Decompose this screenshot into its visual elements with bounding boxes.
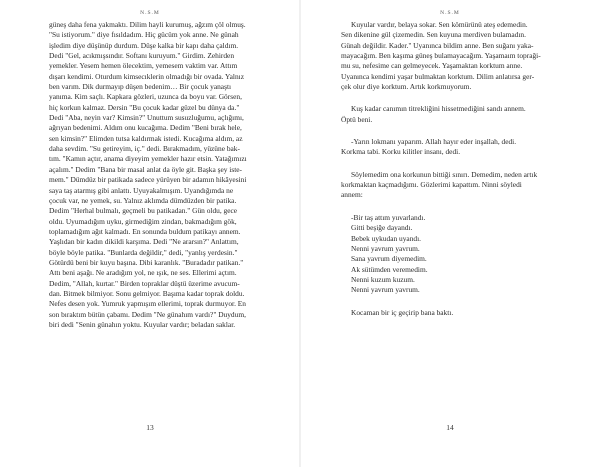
text-line: Nefes desen yok. Yumruk yapmışım ellerimi, toprak durmuyor. En — [49, 299, 246, 309]
text-line: korkmaktan kaçmadığımı. Gözlerimi kapattım. Ninni söyledi — [341, 180, 522, 190]
text-line: dan. Bitmek bilmiyor. Sonu gelmiyor. Başıma kadar toprak doldu. — [49, 288, 245, 298]
text-line: çocuk var, ne yemek, su. Yalnız aklımda dümdüzden bir patika. — [49, 195, 237, 205]
text-line: Uyanınca kendimi yaşar bulmaktan korktum. Dilim anlatırsa ger- — [341, 71, 535, 81]
page-number: 13 — [146, 423, 154, 432]
text-line: ağrıyan bedenimi. Aldım onu kucağıma. Dedim "Beni bırak hele, — [49, 123, 242, 133]
text-line: hiç korkun kalmaz. Dersin "Bu çocuk kadar güzel bu dünya da." — [49, 102, 240, 112]
text-line: Dedi "Aba, neyin var? Kimsin?" Unuttum susuzluğumu, açlığımı, — [49, 113, 244, 123]
poem-line: Nenni yavrum yavrum. — [351, 285, 420, 295]
text-line: Dedim "Herhal bulmalı, geçmeli bu patikadan." Gün oldu, gece — [49, 206, 238, 216]
text-line: mem." Dümdüz bir patikada sadece yürüyen bir adamın hikâyesini — [49, 175, 247, 185]
text-line: ben varım. Dik durmayıp düşen bedenim… Bir çocuk yanaştı — [49, 82, 232, 92]
text-line: Dedim, "Allah, kurtar." Birden topraklar düştü üzerime avucum- — [49, 278, 240, 288]
text-line: tım. "Kamın açtır, anama diyeyim yemekler hazır etsin. Yatağımızı — [49, 154, 247, 164]
text-line: dışarı kendimi. Oturdum kimsecıklerin olmadığı bir ovada. Yalnız — [49, 71, 244, 81]
poem-line: Nenni yavrum yavrum. — [351, 243, 420, 253]
text-line: son bıraktım bütün çabamı. Dedim "Ne günahım vardı?" Duydum, — [49, 309, 246, 319]
text-line: Götürdü beni bir kuyu başına. Dibi karanlık. "Buradadır patikan." — [49, 257, 244, 267]
left-body-text — [49, 20, 250, 330]
text-line: sen kimsin?" Elimden tutsa kaldırmak istedi. Kucağıma aldım, az — [49, 133, 243, 143]
text-line: işledim diye düşünüp durdum. Düşe kalka bir kapı daha çaldım. — [49, 40, 239, 50]
text-line: Söylemedim ona korkunun bittiği sınırı. Demedim, neden artık — [351, 169, 538, 179]
right-body-text — [341, 20, 555, 318]
poem-line: -Bir taş attım yuvarlandı. — [351, 212, 426, 222]
text-line: Sen dikenine gül çizemedin. Sen kuyuna merdiven bulamadın. — [341, 30, 526, 40]
paragraph — [341, 20, 555, 92]
text-line: Kuyular vardır, belaya sokar. Sen kömürünü ateş edemedin. — [351, 20, 528, 29]
text-line: Korkma tabi. Korku kilitler insanı, dedi. — [341, 147, 461, 157]
text-line: "Su istiyorum." diye fısıldadım. Hiç gücüm yok anne. Ne günah — [49, 30, 239, 40]
text-line: mayacağım. Ben kaşıma güneş bulamayacağım. Yaşamaım topraği- — [341, 51, 541, 61]
paragraph — [341, 104, 555, 125]
text-line: açalım." Dedim "Bana bir masal anlat da öyle git. Başka şey iste- — [49, 164, 243, 174]
right-page — [300, 0, 600, 467]
text-line: daha sevdim. "Su getireyim, iç." dedi. Bırakmadım, yüzüne bak- — [49, 144, 240, 154]
text-line: Yaşlıdan bir kadın dikildi karşıma. Dedi "Ne ararsın?" Anlattım, — [49, 237, 239, 247]
closing-line: Kocaman bir iç geçirip bana baktı. — [351, 307, 454, 317]
text-line: Öptü beni. — [341, 114, 373, 124]
poem-line: Nenni kuzum kuzum. — [351, 274, 415, 284]
poem-line: Sana yavrum diyemedim. — [351, 254, 427, 264]
running-header: N.S.M — [140, 10, 160, 16]
paragraph — [341, 170, 555, 201]
text-line: güneş daha fena yakmaktı. Dilim hayli kurumuş, ağzım çöl olmuş. — [49, 20, 246, 29]
text-line: böyle böyle patika. "Bunlarda değildir," dedi, "yanlış yerdesin." — [49, 247, 238, 257]
text-line: saya taş atarmış gibi anlattı. Uyuyakalmışım. Uyandığımda ne — [49, 185, 234, 195]
text-line: Kuş kadar canımın titrekliğini hissetmediğini sandı annem. — [351, 104, 526, 114]
text-line: Attı beni aşağı. Ne aradığım yol, ne ışık, ne ses. Ellerimi açtım. — [49, 268, 237, 278]
text-line: çek olur diye korktum. Artık korkmuyorum. — [341, 82, 472, 92]
lullaby-poem — [341, 213, 555, 296]
paragraph — [341, 137, 555, 158]
text-line: annem: — [341, 190, 363, 200]
text-line: biri dedi "Senin günahın yoktu. Kuyular vardır; beladan saklar. — [49, 319, 236, 329]
page-number: 14 — [446, 423, 454, 432]
text-line: toplamadığım ağıt kalmadı. En sonunda buldum patikayı annem. — [49, 226, 241, 236]
text-line: mu su, nefesime can gelmeyecek. Yaşamaktan korktum anne. — [341, 61, 523, 71]
poem-line: Gitti beşiğe dayandı. — [351, 223, 413, 233]
text-line: yanıma. Kim saçlı. Kapkara gözleri, uzunca da boyu var. Görsen, — [49, 92, 242, 102]
text-line: Dedi "Gel, acıkmışsındır. Softanı kuruyum." Girdim. Zehirden — [49, 51, 235, 61]
poem-line: Ak sütümden veremedim. — [351, 264, 428, 274]
text-line: yemekler. Yesem hemen ölecektim, yemesem vaktim var. Attım — [49, 61, 238, 71]
running-header: N.S.M — [440, 10, 460, 16]
text-line: oldu. Uyumadığım uyku, girmediğim zindan, bakmadığım gök, — [49, 216, 237, 226]
text-line: -Yarın lokmanı yaparım. Allah hayır eder inşallah, dedi. — [351, 137, 517, 147]
text-line: Günah değildir. Kader." Uyanınca bildim anne. Ben suğanı yaka- — [341, 40, 534, 50]
poem-line: Bebek uykudan uyandı. — [351, 233, 421, 243]
